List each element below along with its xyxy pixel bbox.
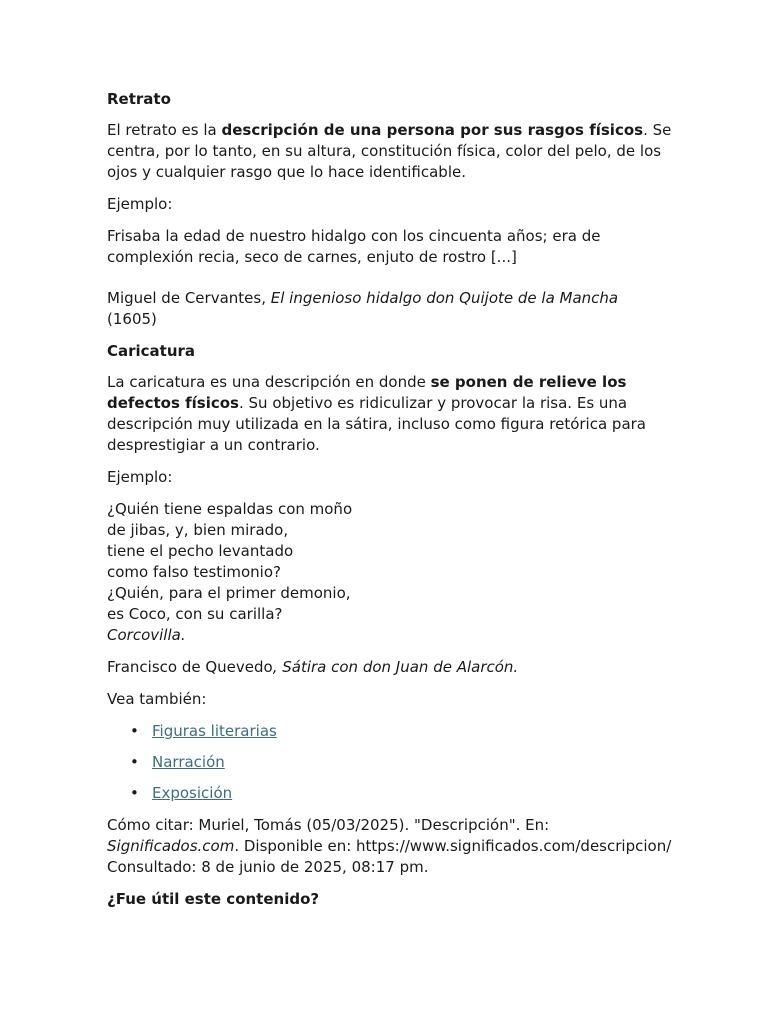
caricatura-citation: Francisco de Quevedo, Sátira con don Juan de Alarcón. xyxy=(107,658,519,676)
verse-line: ¿Quién, para el primer demonio, xyxy=(107,584,351,602)
link-narracion[interactable]: Narración xyxy=(152,753,225,771)
caricatura-verse xyxy=(107,499,672,646)
citation-info: Cómo citar: Muriel, Tomás (05/03/2025). "Descripción". En: Significados.com. Disponible en: https://www.significados.com/descripcion/ Consultado: 8 de junio de 2025, 08:17 pm. xyxy=(107,816,672,876)
see-also-label: Vea también: xyxy=(107,690,207,708)
verse-line: como falso testimonio? xyxy=(107,563,281,581)
verse-line: es Coco, con su carilla? xyxy=(107,605,283,623)
list-item xyxy=(152,721,672,742)
verse-line: tiene el pecho levantado xyxy=(107,542,294,560)
link-exposicion[interactable]: Exposición xyxy=(152,784,233,802)
retrato-example-label: Ejemplo: xyxy=(107,195,173,213)
retrato-citation: Miguel de Cervantes, El ingenioso hidalgo don Quijote de la Mancha (1605) xyxy=(107,289,619,328)
verse-line: ¿Quién tiene espaldas con moño xyxy=(107,500,353,518)
verse-line: de jibas, y, bien mirado, xyxy=(107,521,289,539)
retrato-example-quote: Frisaba la edad de nuestro hidalgo con los cincuenta años; era de complexión recia, seco de carnes, enjuto de rostro [...] xyxy=(107,227,601,266)
list-item xyxy=(152,752,672,773)
caricatura-intro: La caricatura es una descripción en donde se ponen de relieve los defectos físicos. Su objetivo es ridiculizar y provocar la risa. Es una descripción muy utilizada en la sátira, incluso como figura retórica para desprestigiar a un contrario. xyxy=(107,373,646,454)
list-item xyxy=(152,783,672,804)
link-figuras-literarias[interactable]: Figuras literarias xyxy=(152,722,277,740)
section-heading-caricatura: Caricatura xyxy=(107,342,196,360)
feedback-question: ¿Fue útil este contenido? xyxy=(107,890,320,908)
verse-line-last: Corcovilla. xyxy=(107,626,186,644)
section-heading-retrato: Retrato xyxy=(107,90,171,108)
caricatura-example-label: Ejemplo: xyxy=(107,468,173,486)
retrato-intro: El retrato es la descripción de una persona por sus rasgos físicos. Se centra, por lo tanto, en su altura, constitución física, color del pelo, de los ojos y cualquier rasgo que lo hace identificable. xyxy=(107,121,672,181)
see-also-list xyxy=(107,721,672,804)
article-content xyxy=(107,89,672,920)
